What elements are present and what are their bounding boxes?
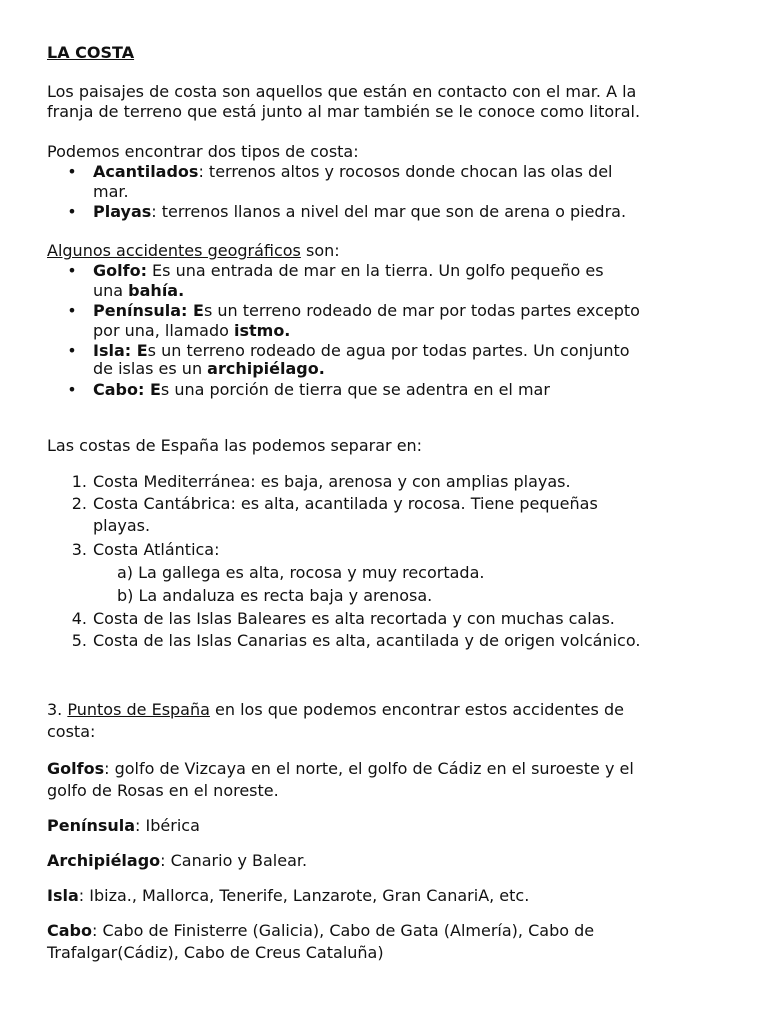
bullet-icon: • [67, 380, 77, 399]
list-number: 3. [71, 540, 87, 559]
accidente-label: Isla: E [93, 341, 148, 360]
accidente-text: Es una entrada de mar en la tierra. Un golfo pequeño es [146, 261, 604, 280]
accidente-label: Cabo: E [93, 380, 161, 399]
list-number: 5. [71, 631, 87, 650]
tipo-label: Playas [93, 202, 152, 221]
accidente-term: istmo. [233, 321, 291, 340]
puntos-text: : Canario y Balear. [160, 851, 308, 870]
tipo-text: : terrenos llanos a nivel del mar que son de arena o piedra. [151, 202, 627, 221]
puntos-label: Isla [47, 886, 79, 905]
accidente-isla [93, 341, 630, 361]
tipo-playas [93, 202, 626, 222]
puntos-heading [47, 700, 624, 720]
costa-item: Costa Atlántica: [93, 540, 220, 559]
tipo-text: : terrenos altos y rocosos donde chocan las olas del [198, 162, 613, 181]
accidentes-intro-underlined: Algunos accidentes geográficos [47, 241, 301, 260]
puntos-label: Golfos [47, 759, 105, 778]
puntos-label: Archipiélago [47, 851, 161, 870]
puntos-heading-cont: costa: [47, 722, 96, 741]
accidentes-intro-rest: son: [300, 241, 340, 260]
accidente-term: bahía. [128, 281, 185, 300]
costa-item: Costa de las Islas Baleares es alta recortada y con muchas calas. [93, 609, 615, 628]
accidente-cabo [93, 380, 550, 400]
tipo-label: Acantilados [93, 162, 199, 181]
accidente-text: s un terreno rodeado de agua por todas partes. Un conjunto [147, 341, 630, 360]
costa-item-cont: playas. [93, 516, 151, 535]
list-number: 2. [71, 494, 87, 513]
accidentes-intro [47, 241, 340, 261]
puntos-prefix: 3. [47, 700, 68, 719]
accidente-text: s un terreno rodeado de mar por todas partes excepto [203, 301, 640, 320]
accidente-golfo-cont [93, 281, 184, 301]
accidente-label: Península: E [93, 301, 204, 320]
accidente-peninsula [93, 301, 640, 321]
accidente-peninsula-cont [93, 321, 290, 341]
bullet-icon: • [67, 162, 77, 181]
puntos-text: : Ibérica [135, 816, 200, 835]
accidente-text: por una, llamado [93, 321, 234, 340]
puntos-archipielago [47, 851, 307, 871]
costa-subitem: b) La andaluza es recta baja y arenosa. [117, 586, 433, 605]
puntos-cabo [47, 921, 594, 941]
tipo-acantilados [93, 162, 613, 182]
puntos-golfos-cont: golfo de Rosas en el noreste. [47, 781, 279, 800]
bullet-icon: • [67, 301, 77, 320]
accidente-term: archipiélago. [207, 359, 325, 378]
accidente-text: una [93, 281, 129, 300]
tipo-acantilados-cont: mar. [93, 182, 129, 201]
costa-item: Costa Cantábrica: es alta, acantilada y rocosa. Tiene pequeñas [93, 494, 598, 513]
accidente-text: s una porción de tierra que se adentra en el mar [160, 380, 550, 399]
puntos-text: : Ibiza., Mallorca, Tenerife, Lanzarote, Gran CanariA, etc. [78, 886, 530, 905]
costa-item: Costa de las Islas Canarias es alta, acantilada y de origen volcánico. [93, 631, 641, 650]
document-title: LA COSTA [47, 43, 135, 62]
espana-intro: Las costas de España las podemos separar en: [47, 436, 423, 455]
tipos-intro: Podemos encontrar dos tipos de costa: [47, 142, 359, 161]
puntos-golfos [47, 759, 634, 779]
accidente-isla-cont [93, 359, 325, 379]
list-number: 4. [71, 609, 87, 628]
puntos-text: : Cabo de Finisterre (Galicia), Cabo de Gata (Almería), Cabo de [91, 921, 595, 940]
puntos-rest: en los que podemos encontrar estos accidentes de [209, 700, 624, 719]
intro-line-2: franja de terreno que está junto al mar también se le conoce como litoral. [47, 102, 641, 121]
puntos-underlined: Puntos de España [67, 700, 210, 719]
bullet-icon: • [67, 202, 77, 221]
accidente-golfo [93, 261, 604, 281]
puntos-isla [47, 886, 529, 906]
puntos-peninsula [47, 816, 200, 836]
costa-subitem: a) La gallega es alta, rocosa y muy recortada. [117, 563, 485, 582]
accidente-label: Golfo: [93, 261, 147, 280]
intro-line-1: Los paisajes de costa son aquellos que están en contacto con el mar. A la [47, 82, 637, 101]
puntos-label: Península [47, 816, 136, 835]
costa-item: Costa Mediterránea: es baja, arenosa y con amplias playas. [93, 472, 571, 491]
puntos-cabo-cont: Trafalgar(Cádiz), Cabo de Creus Cataluña) [47, 943, 384, 962]
list-number: 1. [71, 472, 87, 491]
bullet-icon: • [67, 341, 77, 360]
puntos-label: Cabo [47, 921, 92, 940]
accidente-text: de islas es un [93, 359, 208, 378]
bullet-icon: • [67, 261, 77, 280]
puntos-text: : golfo de Vizcaya en el norte, el golfo de Cádiz en el suroeste y el [104, 759, 634, 778]
